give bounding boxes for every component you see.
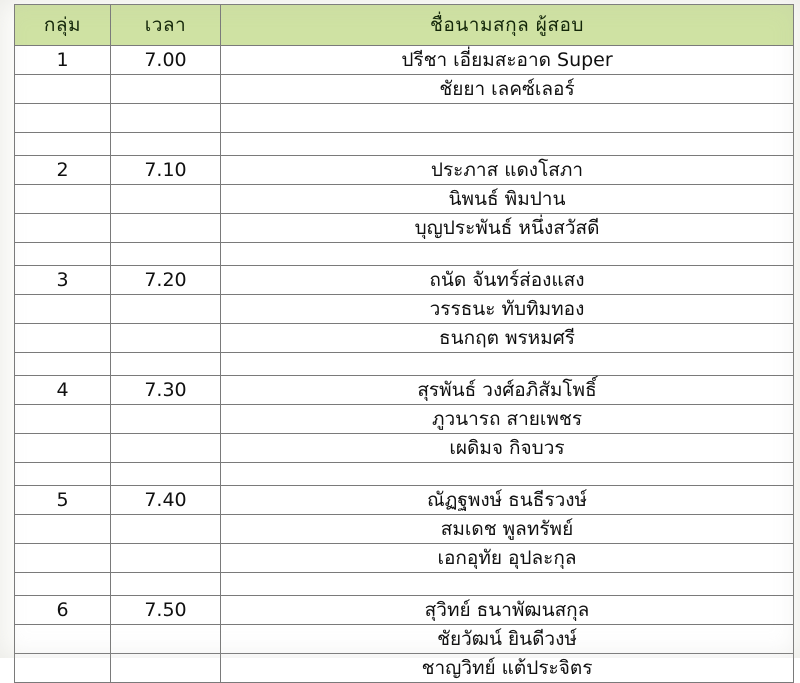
column-header-time: เวลา	[111, 5, 221, 46]
cell-time	[111, 185, 221, 214]
table-header	[15, 5, 794, 46]
table-row	[15, 625, 794, 654]
group-value: 5	[56, 488, 69, 511]
table-row	[15, 376, 794, 405]
cell-group	[15, 515, 111, 544]
cell-time	[111, 405, 221, 434]
cell-name	[221, 266, 794, 295]
cell-time	[111, 625, 221, 654]
cell-time	[111, 156, 221, 185]
cell-time	[111, 515, 221, 544]
cell-name	[221, 243, 794, 266]
time-value: 7.00	[144, 48, 187, 71]
name-value: นิพนธ์ พิมปาน	[448, 187, 566, 210]
cell-time	[111, 295, 221, 324]
cell-time	[111, 376, 221, 405]
group-value: 2	[56, 158, 69, 181]
header-row	[15, 5, 794, 46]
time-value: 7.30	[144, 378, 187, 401]
cell-name	[221, 133, 794, 156]
group-value: 6	[56, 598, 69, 621]
group-value: 4	[56, 378, 69, 401]
cell-name	[221, 75, 794, 104]
cell-name	[221, 434, 794, 463]
group-value: 1	[56, 48, 69, 71]
table-row	[15, 266, 794, 295]
column-header-group: กลุ่ม	[15, 5, 111, 46]
cell-name	[221, 463, 794, 486]
cell-name	[221, 104, 794, 133]
name-value: เผดิมจ กิจบวร	[449, 436, 565, 459]
cell-time	[111, 434, 221, 463]
cell-name	[221, 544, 794, 573]
time-value: 7.50	[144, 598, 187, 621]
name-value: ชาญวิทย์ แต้ประจิตร	[421, 656, 593, 679]
table-row	[15, 324, 794, 353]
table-row	[15, 486, 794, 515]
name-value: ประภาส แดงโสภา	[430, 158, 584, 181]
table-row	[15, 544, 794, 573]
name-value: ปรีชา เอี่ยมสะอาด Super	[401, 48, 613, 71]
cell-name	[221, 295, 794, 324]
cell-name	[221, 625, 794, 654]
cell-time	[111, 75, 221, 104]
table-row	[15, 156, 794, 185]
cell-name	[221, 324, 794, 353]
cell-time	[111, 243, 221, 266]
group-value: 3	[56, 268, 69, 291]
name-value: สมเดช พูลทรัพย์	[440, 517, 574, 540]
cell-name	[221, 596, 794, 625]
cell-time	[111, 486, 221, 515]
name-value: ธนกฤต พรหมศรี	[438, 326, 575, 349]
cell-time	[111, 463, 221, 486]
name-value: เอกอุทัย อุปละกุล	[437, 546, 577, 569]
table-spacer-row	[15, 353, 794, 376]
exam-schedule-table	[14, 4, 794, 683]
cell-time	[111, 573, 221, 596]
cell-group	[15, 434, 111, 463]
cell-time	[111, 133, 221, 156]
cell-time	[111, 324, 221, 353]
table-spacer-row	[15, 243, 794, 266]
table-spacer-row	[15, 133, 794, 156]
cell-name	[221, 573, 794, 596]
cell-group	[15, 133, 111, 156]
table-row	[15, 405, 794, 434]
cell-name	[221, 405, 794, 434]
name-value: บุญประพันธ์ หนึ่งสวัสดี	[414, 216, 600, 239]
cell-group	[15, 295, 111, 324]
cell-group	[15, 104, 111, 133]
cell-time	[111, 214, 221, 243]
name-value: ชัยวัฒน์ ยินดีวงษ์	[437, 627, 577, 650]
cell-group	[15, 156, 111, 185]
cell-name	[221, 185, 794, 214]
time-value: 7.10	[144, 158, 187, 181]
cell-time	[111, 266, 221, 295]
name-value: วรรธนะ ทับทิมทอง	[429, 297, 585, 320]
cell-group	[15, 243, 111, 266]
cell-group	[15, 324, 111, 353]
cell-name	[221, 486, 794, 515]
cell-time	[111, 544, 221, 573]
name-value: ชัยยา เลคซ์เลอร์	[439, 77, 575, 100]
cell-group	[15, 486, 111, 515]
cell-group	[15, 266, 111, 295]
cell-name	[221, 214, 794, 243]
cell-name	[221, 156, 794, 185]
table-row	[15, 46, 794, 75]
table-row	[15, 214, 794, 243]
name-value: ถนัด จันทร์ส่องแสง	[429, 268, 585, 291]
table-row	[15, 75, 794, 104]
cell-time	[111, 46, 221, 75]
cell-time	[111, 104, 221, 133]
table-row	[15, 104, 794, 133]
cell-name	[221, 515, 794, 544]
cell-group	[15, 405, 111, 434]
table-row	[15, 185, 794, 214]
cell-group	[15, 544, 111, 573]
name-value: สุวิทย์ ธนาพัฒนสกุล	[424, 598, 590, 621]
table-row	[15, 515, 794, 544]
cell-group	[15, 46, 111, 75]
cell-name	[221, 376, 794, 405]
cell-group	[15, 573, 111, 596]
table-spacer-row	[15, 573, 794, 596]
name-value: สุรพันธ์ วงศ์อภิสัมโพธิ์	[417, 378, 597, 401]
cell-group	[15, 353, 111, 376]
column-header-name: ชื่อนามสกุล ผู้สอบ	[221, 5, 794, 46]
table-row	[15, 596, 794, 625]
name-value: ภูวนารถ สายเพชร	[431, 407, 583, 430]
cell-time	[111, 596, 221, 625]
name-value: ณัฏฐพงษ์ ธนธีรวงษ์	[426, 488, 588, 511]
time-value: 7.20	[144, 268, 187, 291]
cell-group	[15, 185, 111, 214]
cell-group	[15, 463, 111, 486]
table-row	[15, 434, 794, 463]
cell-name	[221, 353, 794, 376]
cell-group	[15, 214, 111, 243]
table-spacer-row	[15, 463, 794, 486]
cell-group	[15, 376, 111, 405]
cell-name	[221, 46, 794, 75]
cell-group	[15, 596, 111, 625]
table-body	[15, 46, 794, 683]
cell-group	[15, 625, 111, 654]
cell-time	[111, 353, 221, 376]
table-row	[15, 295, 794, 324]
cell-group	[15, 75, 111, 104]
time-value: 7.40	[144, 488, 187, 511]
